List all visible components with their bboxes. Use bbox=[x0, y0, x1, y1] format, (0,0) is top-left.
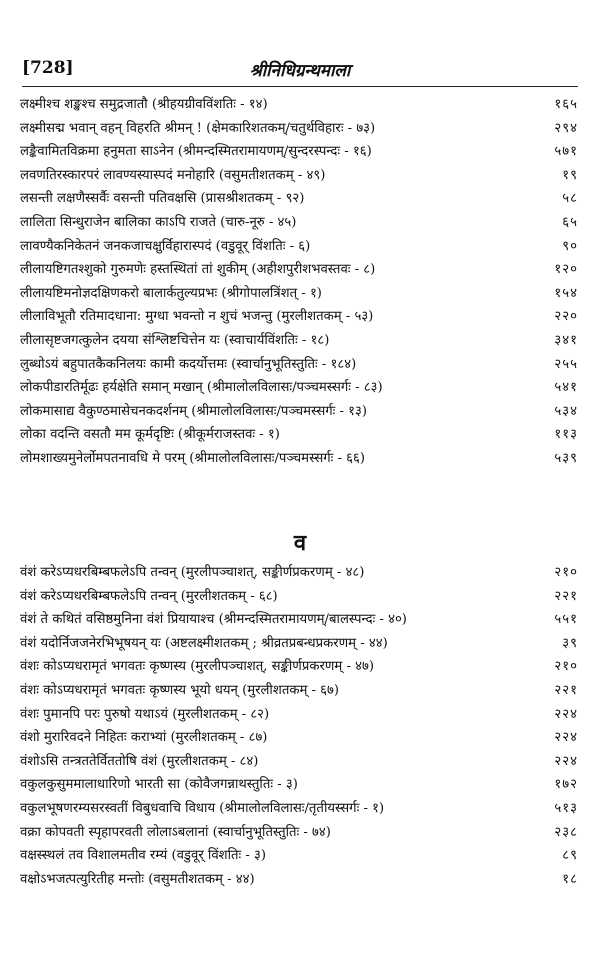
index-entry bbox=[20, 773, 578, 797]
index-entry bbox=[20, 679, 578, 703]
entry-verse: वक्रा कोपवती स्पृहापरवती लोलाऽबलानां (स्वार्चानुभूतिस्तुतिः - ७४) bbox=[20, 824, 331, 840]
entry-verse: वक्षोऽभजत्पत्युरितीह मन्तोः (वसुमतीशतकम् - ४४) bbox=[20, 871, 255, 887]
section-heading: व bbox=[293, 530, 307, 556]
index-entry bbox=[20, 868, 578, 892]
index-list-top bbox=[20, 93, 578, 471]
entry-page-number: ३९ bbox=[562, 635, 578, 651]
index-entry bbox=[20, 258, 578, 282]
index-entry bbox=[20, 329, 578, 353]
index-entry bbox=[20, 376, 578, 400]
entry-verse: लालिता सिन्धुराजेन बालिका काऽपि राजते (चारु-नूरु - ४५) bbox=[20, 214, 297, 230]
entry-verse: लवणतिरस्कारपरं लावण्यस्यास्पदं मनोहारि (वसुमतीशतकम् - ४९) bbox=[20, 167, 326, 183]
entry-verse: वंशं करेऽप्यधरबिम्बफलेऽपि तन्वन् (मुरलीशतकम् - ६८) bbox=[20, 588, 278, 604]
index-entry bbox=[20, 117, 578, 141]
entry-page-number: २२४ bbox=[554, 730, 578, 746]
index-entry bbox=[20, 821, 578, 845]
entry-verse: लीलाविभूतौ रतिमादधाना: मुग्धा भवन्तो न शुचं भजन्तु (मुरलीशतकम् - ५३) bbox=[20, 309, 374, 325]
entry-page-number: २२१ bbox=[554, 588, 578, 604]
entry-page-number: २९४ bbox=[554, 120, 578, 136]
entry-verse: लोकपीडारतिर्मूढः हर्यक्षेति समान् मखान् (श्रीमालोलविलासः/पञ्चमस्सर्गः - ८३) bbox=[20, 380, 383, 396]
entry-page-number: ५७१ bbox=[554, 144, 578, 160]
index-entry bbox=[20, 561, 578, 585]
entry-verse: लावण्यैकनिकेतनं जनकजाचक्षुर्विहारास्पदं (वडुवूर् विंशतिः - ६) bbox=[20, 238, 311, 254]
entry-verse: वंशः कोऽप्यधरामृतं भगवतः कृष्णस्य भूयो धयन् (मुरलीशतकम् - ६७) bbox=[20, 682, 340, 698]
index-entry bbox=[20, 585, 578, 609]
entry-page-number: ५५१ bbox=[554, 612, 578, 628]
entry-verse: वंशः पुमानपि परः पुरुषो यथाऽयं (मुरलीशतकम् - ८२) bbox=[20, 706, 270, 722]
entry-verse: लुब्धोऽयं बहुपातकैकनिलयः कामी कदर्योत्तमः (स्वार्चानुभूतिस्तुतिः - १८४) bbox=[20, 356, 357, 372]
page-number: [728] bbox=[22, 58, 74, 78]
entry-page-number: ९० bbox=[562, 238, 578, 254]
entry-page-number: १९ bbox=[562, 167, 578, 183]
index-entry bbox=[20, 305, 578, 329]
index-entry bbox=[20, 632, 578, 656]
index-entry bbox=[20, 750, 578, 774]
index-entry bbox=[20, 235, 578, 259]
entry-page-number: २२४ bbox=[554, 706, 578, 722]
index-entry bbox=[20, 447, 578, 471]
running-title: श्रीनिधिग्रन्थमाला bbox=[249, 61, 351, 81]
entry-page-number: १२० bbox=[554, 262, 578, 278]
entry-page-number: २२४ bbox=[554, 753, 578, 769]
entry-page-number: १७२ bbox=[554, 777, 578, 793]
entry-verse: वंशो मुरारिवदने निहितः कराभ्यां (मुरलीशतकम् - ८७) bbox=[20, 730, 268, 746]
header-rule bbox=[22, 86, 578, 87]
index-entry bbox=[20, 797, 578, 821]
index-entry bbox=[20, 140, 578, 164]
entry-page-number: ५३४ bbox=[554, 403, 578, 419]
entry-page-number: ५१३ bbox=[554, 800, 578, 816]
entry-page-number: ३४१ bbox=[554, 332, 578, 348]
entry-verse: वंशं यदोर्निजजनेरभिभूषयन् यः (अष्टलक्ष्मीशतकम् ; श्रीव्रतप्रबन्धप्रकरणम् - ४४) bbox=[20, 635, 388, 651]
entry-page-number: २२१ bbox=[554, 682, 578, 698]
index-entry bbox=[20, 608, 578, 632]
entry-verse: लोकमासाद्य वैकुण्ठमासेचनकदर्शनम् (श्रीमालोलविलासः/पञ्चमस्सर्गः - १३) bbox=[20, 403, 368, 419]
index-list-bottom bbox=[20, 561, 578, 891]
index-entry bbox=[20, 93, 578, 117]
index-entry bbox=[20, 703, 578, 727]
entry-page-number: १८ bbox=[562, 871, 578, 887]
entry-page-number: ८९ bbox=[562, 848, 578, 864]
index-entry bbox=[20, 164, 578, 188]
index-entry bbox=[20, 187, 578, 211]
index-entry bbox=[20, 726, 578, 750]
entry-page-number: २१० bbox=[554, 659, 578, 675]
entry-page-number: २५५ bbox=[554, 356, 578, 372]
entry-page-number: ५४१ bbox=[554, 380, 578, 396]
index-entry bbox=[20, 353, 578, 377]
entry-verse: वकुलकुसुममालाधारिणो भारती सा (कोवैजगन्नाथस्तुतिः - ३) bbox=[20, 777, 298, 793]
entry-page-number: २१० bbox=[554, 565, 578, 580]
index-entry bbox=[20, 211, 578, 235]
entry-page-number: २२० bbox=[554, 309, 578, 325]
entry-verse: वंशं ते कथितं वसिष्ठमुनिना वंशं प्रियायाश्च (श्रीमन्दस्मितरामायणम्/बालस्पन्दः - ४०) bbox=[20, 612, 407, 628]
entry-page-number: १६५ bbox=[554, 97, 578, 112]
entry-verse: वकुलभूषणरम्यसरस्वतीं विबुधवाचि विधाय (श्रीमालोलविलासः/तृतीयस्सर्गः - १) bbox=[20, 800, 385, 816]
entry-verse: लीलासृष्टजगत्कुलेन दयया संश्लिष्टचित्तेन यः (स्वाचार्यविंशतिः - १८) bbox=[20, 332, 330, 348]
index-entry bbox=[20, 400, 578, 424]
entry-page-number: २३८ bbox=[554, 824, 578, 840]
entry-verse: लोका वदन्ति वसतौ मम कूर्मदृष्टिः (श्रीकूर्मराजस्तवः - १) bbox=[20, 427, 280, 443]
entry-verse: वक्षस्स्थलं तव विशालमतीव रम्यं (वडुवूर् विंशतिः - ३) bbox=[20, 848, 267, 864]
entry-verse: लीलायष्टिमनोज्ञदक्षिणकरो बालार्कतुल्यप्रभः (श्रीगोपालत्रिंशत् - १) bbox=[20, 285, 322, 301]
entry-page-number: ५८ bbox=[562, 191, 578, 207]
entry-page-number: १५४ bbox=[554, 285, 578, 301]
entry-verse: लसन्ती लक्षणैस्सर्वैः वसन्ती पतिवक्षसि (प्रासश्रीशतकम् - ९२) bbox=[20, 191, 305, 207]
index-entry bbox=[20, 282, 578, 306]
entry-verse: लोमशाख्यमुनेर्लोमपतनावधि मे परम् (श्रीमालोलविलासः/पञ्चमस्सर्गः - ६६) bbox=[20, 450, 366, 466]
entry-verse: वंशं करेऽप्यधरबिम्बफलेऽपि तन्वन् (मुरलीपञ्चाशत्, सङ्कीर्णप्रकरणम् - ४८) bbox=[20, 565, 365, 580]
page-header bbox=[22, 58, 578, 84]
entry-verse: लक्ष्मीसद्म भवान् वहन् विहरति श्रीमन् ! (क्षेमकारिशतकम्/चतुर्थविहारः - ७३) bbox=[20, 120, 376, 136]
index-entry bbox=[20, 844, 578, 868]
entry-verse: वंशः कोऽप्यधरामृतं भगवतः कृष्णस्य (मुरलीपञ्चाशत्, सङ्कीर्णप्रकरणम् - ४७) bbox=[20, 659, 374, 675]
entry-verse: लीलायष्टिगतश्शुको गुरुमणेः हस्तस्थितां तां शुकीम् (अहीशपुरीशभवस्तवः - ८) bbox=[20, 262, 376, 278]
index-entry bbox=[20, 655, 578, 679]
entry-verse: लक्ष्मीश्च शङ्खश्च समुद्रजातौ (श्रीहयग्रीवविंशतिः - १४) bbox=[20, 97, 268, 112]
index-entry bbox=[20, 423, 578, 447]
entry-page-number: ५३९ bbox=[554, 450, 578, 466]
entry-page-number: ११३ bbox=[554, 427, 578, 443]
entry-verse: लङ्कैवामितविक्रमा हनुमता साऽनेन (श्रीमन्दस्मितरामायणम्/सुन्दरस्पन्दः - १६) bbox=[20, 144, 372, 160]
entry-verse: वंशोऽसि तन्त्रततेर्विततोषि वंशं (मुरलीशतकम् - ८४) bbox=[20, 753, 259, 769]
entry-page-number: ६५ bbox=[562, 214, 578, 230]
